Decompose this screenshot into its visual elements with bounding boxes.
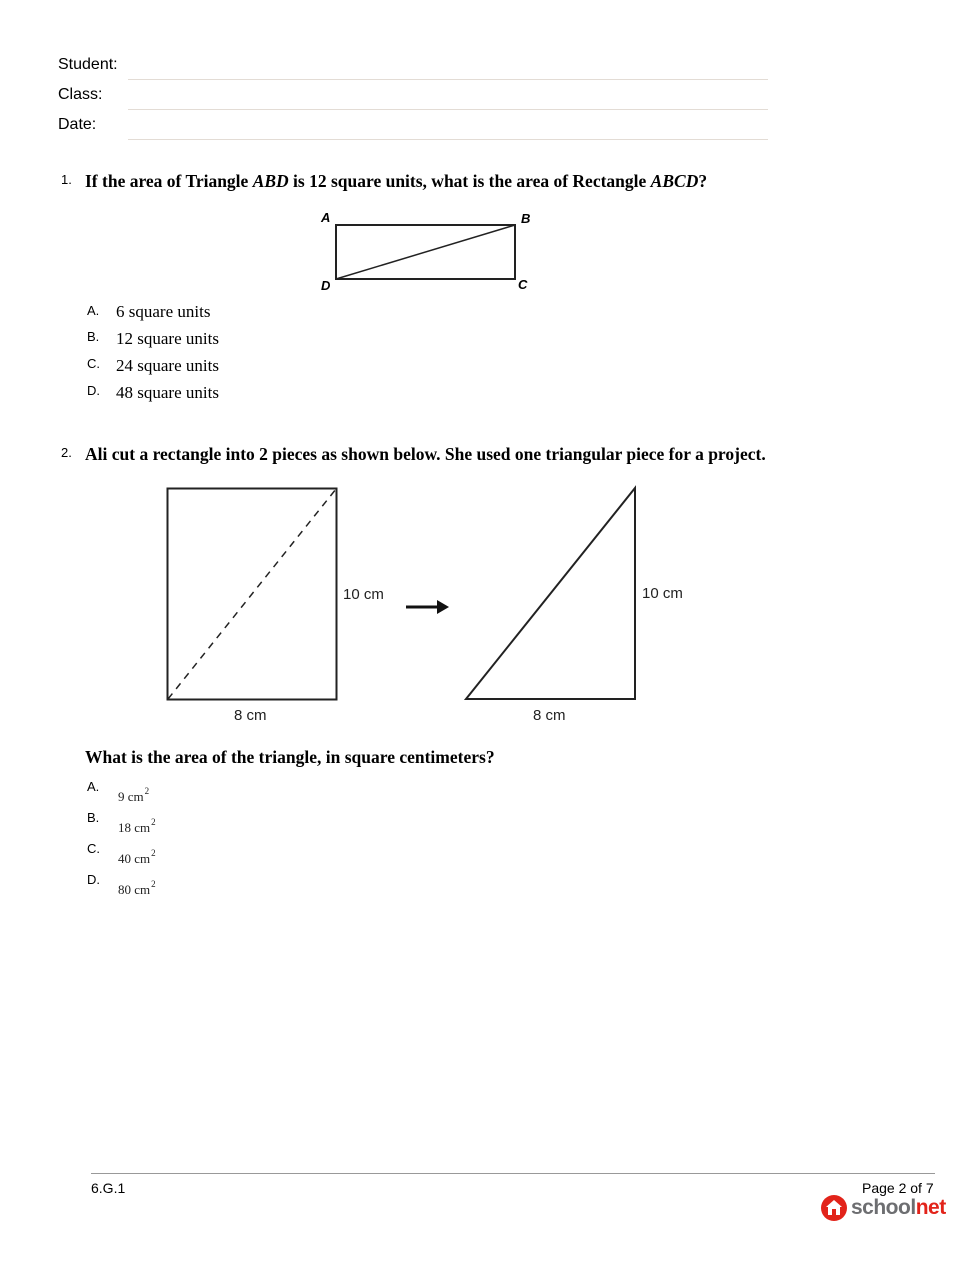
q1-option-c[interactable]: 24 square units	[116, 356, 219, 375]
rectangle-abcd-figure	[315, 207, 545, 297]
vertex-a-label: A	[321, 210, 331, 225]
vertex-d-label: D	[321, 278, 331, 293]
footer-divider	[91, 1173, 935, 1174]
schoolnet-logo	[820, 1194, 946, 1222]
q2-option-b[interactable]: 18 $cm^2$	[118, 817, 156, 835]
rect-width-label: 8 cm	[234, 707, 267, 724]
rect-height-label: 10 cm	[343, 586, 384, 603]
vertex-b-label: B	[521, 211, 531, 226]
q2-option-a[interactable]: 9 $cm^2$	[118, 786, 150, 804]
student-label: Student:	[58, 56, 118, 73]
q2-option-c[interactable]: 40 $cm^2$	[118, 848, 156, 866]
q1-option-a[interactable]: 6 square units	[116, 302, 211, 321]
cut-rectangle-figure	[160, 480, 650, 710]
question-1-number: 1.	[61, 172, 72, 187]
question-1-prompt: If the area of Triangle ABD is 12 square units, what is the area of Rectangle ABCD?	[85, 171, 708, 191]
diagonal-bd	[336, 225, 515, 279]
q1-option-b[interactable]: 12 square units	[116, 329, 219, 348]
page-number: Page 2 of 7	[862, 1180, 934, 1196]
q1-option-d-letter: D.	[87, 383, 100, 398]
student-field-line[interactable]	[128, 79, 768, 80]
date-field-line[interactable]	[128, 139, 768, 140]
dashed-cut-line	[168, 489, 336, 699]
vertex-c-label: C	[518, 277, 528, 292]
class-field-line[interactable]	[128, 109, 768, 110]
q2-option-b-letter: B.	[87, 810, 100, 825]
date-label: Date:	[58, 116, 97, 133]
q1-option-d[interactable]: 48 square units	[116, 383, 219, 402]
q1-option-a-letter: A.	[87, 303, 100, 318]
question-2-prompt: Ali cut a rectangle into 2 pieces as shown below. She used one triangular piece for a project.	[85, 444, 766, 464]
logo-text: schoolnet	[851, 1196, 946, 1219]
q2-option-d-letter: D.	[87, 872, 100, 887]
q2-option-d[interactable]: 80 $cm^2$	[118, 879, 156, 897]
arrow-right-icon	[437, 600, 449, 614]
triangle-piece	[466, 488, 635, 699]
class-label: Class:	[58, 86, 103, 103]
q2-option-a-letter: A.	[87, 779, 100, 794]
q1-option-c-letter: C.	[87, 356, 100, 371]
question-2-number: 2.	[61, 445, 72, 460]
standard-code: 6.G.1	[91, 1180, 126, 1196]
q1-option-b-letter: B.	[87, 329, 100, 344]
triangle-height-label: 10 cm	[642, 585, 683, 602]
schoolnet-home-icon	[820, 1194, 848, 1222]
triangle-width-label: 8 cm	[533, 707, 566, 724]
question-2-subprompt: What is the area of the triangle, in square centimeters?	[85, 747, 495, 767]
q2-option-c-letter: C.	[87, 841, 100, 856]
